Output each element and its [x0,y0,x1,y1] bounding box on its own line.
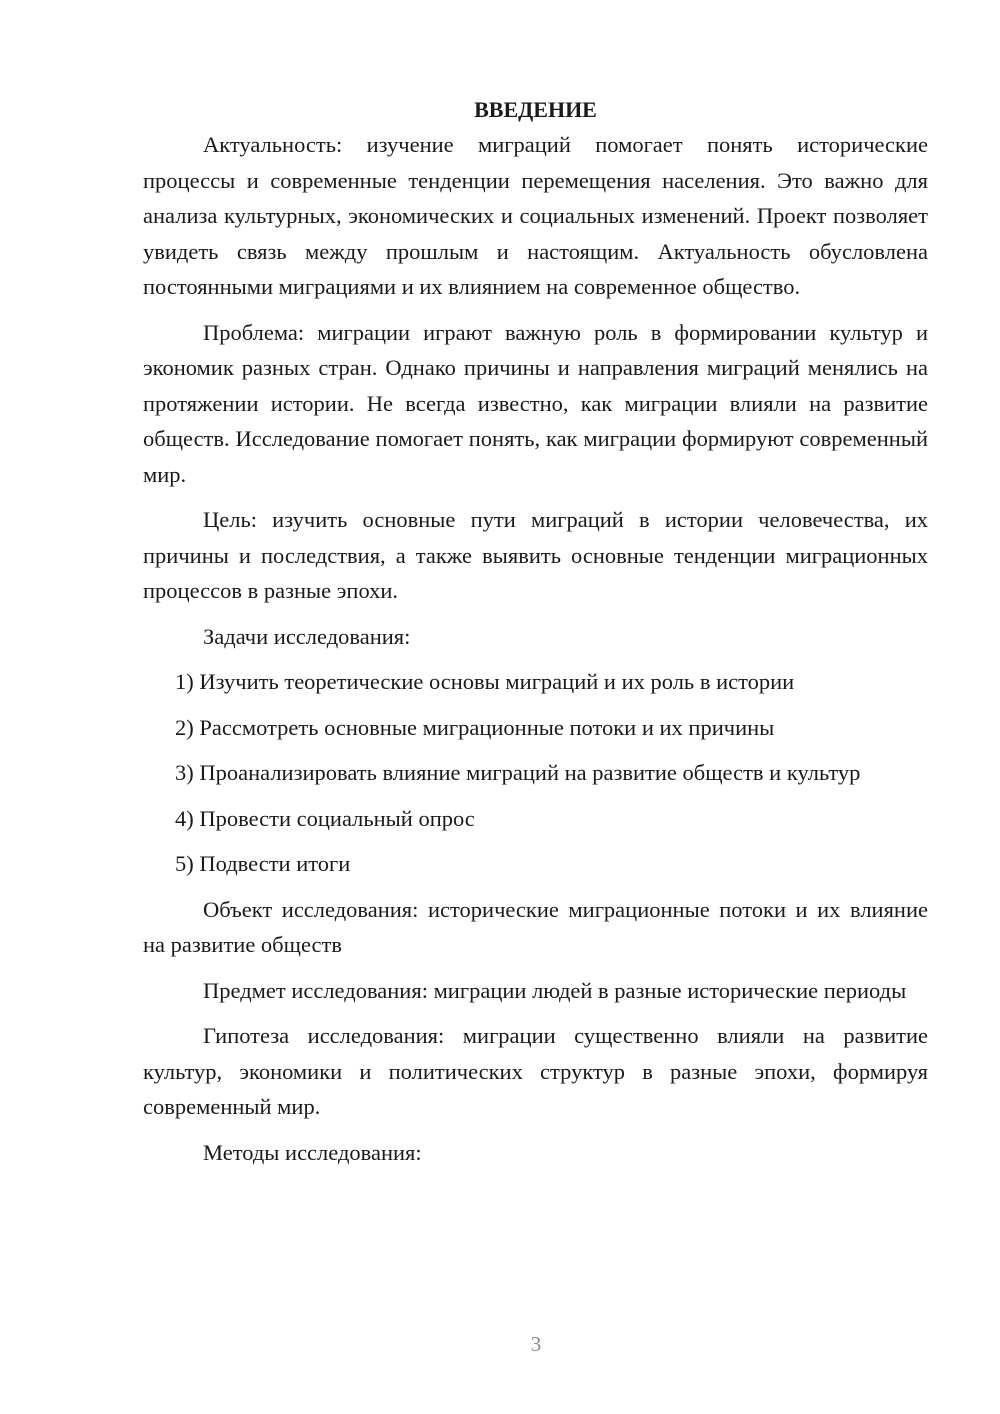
page-title: ВВЕДЕНИЕ [474,97,597,122]
task-item-3: 3) Проанализировать влияние миграций на развитие обществ и культур [175,760,861,785]
page-number: 3 [530,1332,542,1356]
task-item-2: 2) Рассмотреть основные миграционные потоки и их причины [175,714,775,740]
paragraph-hypothesis: Гипотеза исследования: миграции существенно влияли на развитие культур, экономики и политических структур в разные эпохи, формируя современный мир. [143,1023,928,1119]
tasks-heading: Задачи исследования: [203,623,411,649]
paragraph-subject: Предмет исследования: миграции людей в разные исторические периоды [203,977,907,1003]
document-page [143,92,928,1180]
paragraph-goal: Цель: изучить основные пути миграций в истории человечества, их причины и последствия, а также выявить основные тенденции миграционных процессов в разные эпохи. [143,507,928,603]
task-item-4: 4) Провести социальный опрос [175,805,475,831]
methods-heading: Методы исследования: [203,1139,422,1165]
task-item-5: 5) Подвести итоги [175,851,351,876]
paragraph-problem: Проблема: миграции играют важную роль в формировании культур и экономик разных стран. Однако причины и направления миграций менялись на протяжении истории. Не всегда известно, как миграции влияли на развитие обществ. Исследование помогает понять, как миграции формируют современный мир. [143,319,928,487]
paragraph-relevance: Актуальность: изучение миграций помогает понять исторические процессы и современные тенденции перемещения населения. Это важно для анализа культурных, экономических и социальных изменений. Проект позволяет увидеть связь между прошлым и настоящим. Актуальность обусловлена постоянными миграциями и их влиянием на современное общество. [143,132,928,299]
task-item-1: 1) Изучить теоретические основы миграций и их роль в истории [175,669,795,694]
paragraph-object: Объект исследования: исторические миграционные потоки и их влияние на развитие обществ [143,896,928,957]
